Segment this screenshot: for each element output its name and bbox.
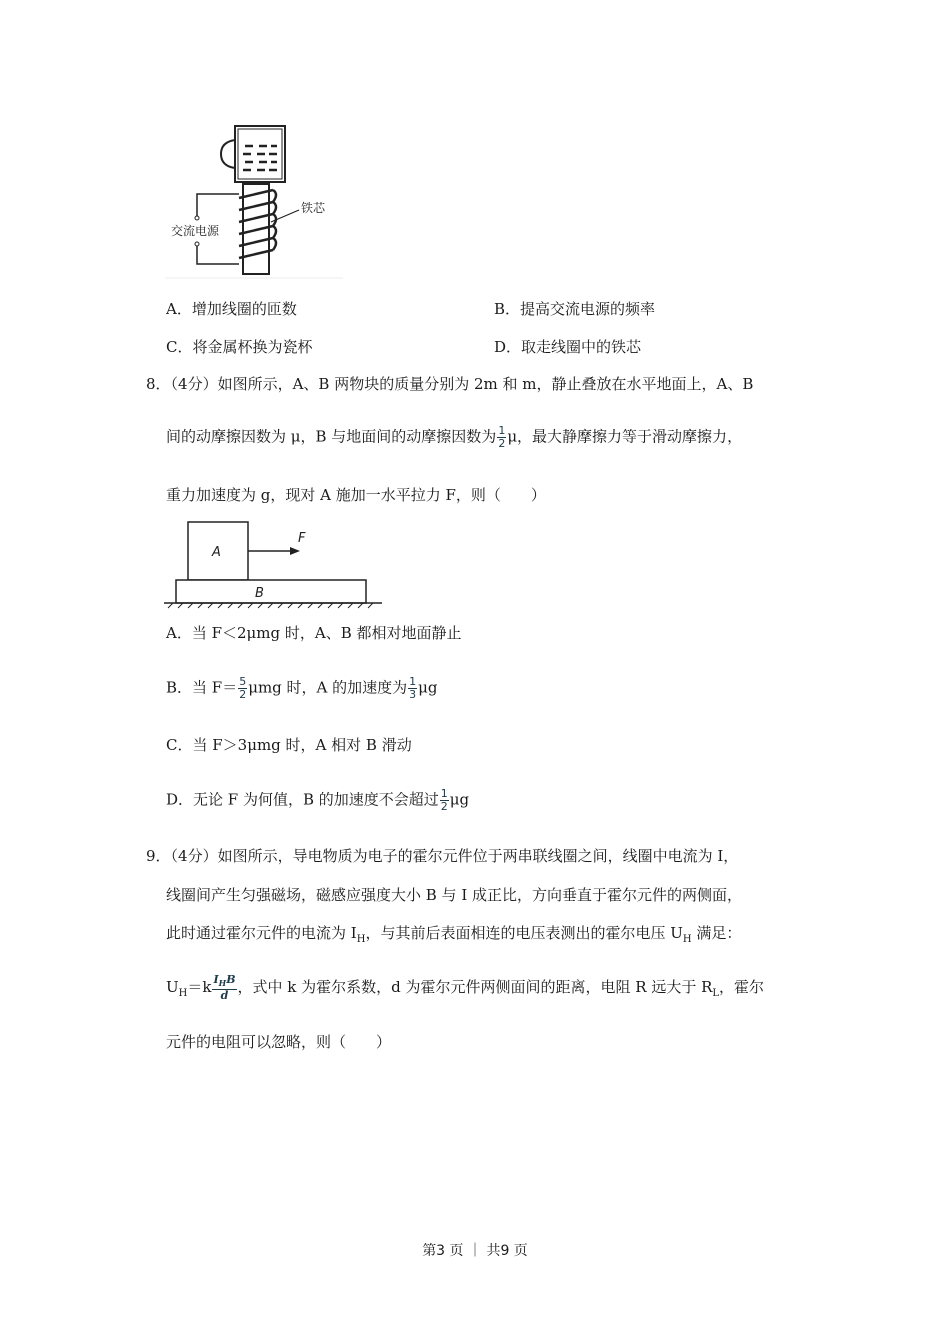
q7-option-c: C．将金属杯换为瓷杯: [166, 338, 313, 356]
q7-option-d: D．取走线圈中的铁芯: [494, 338, 642, 356]
label-block-a: A: [212, 545, 221, 560]
q8-option-b: B．当 F＝ $\frac{5}{2}$ μmg 时，A 的加速度为 $\frac{1}{3}$ μg: [166, 675, 438, 701]
q9-stem-line4: $U_H=k$ $\frac{I_HB}{d}$ ，式中 k 为霍尔系数，d 为霍尔元件两侧面间的距离，电阻 R 远大于 $R_L$，霍尔: [166, 973, 765, 1003]
q9-stem-line1: 9．（4分）如图所示，导电物质为电子的霍尔元件位于两串联线圈之间，线圈中电流为 I，: [146, 847, 739, 865]
page-footer: 第3 页 ｜ 共9 页: [422, 1243, 528, 1259]
q8-option-c: C．当 F＞3μmg 时，A 相对 B 滑动: [166, 736, 412, 754]
fraction: $\frac{1}{2}$: [440, 787, 448, 813]
q7-option-b: B．提高交流电源的频率: [494, 300, 656, 318]
label-force-f: F: [298, 531, 306, 546]
fraction: $\frac{5}{2}$: [239, 675, 247, 701]
q8-option-a: A．当 F＜2μmg 时，A、B 都相对地面静止: [166, 624, 462, 642]
fraction: $\frac{1}{3}$: [409, 675, 417, 701]
q9-stem-line3: 此时通过霍尔元件的电流为 $I_H$，与其前后表面相连的电压表测出的霍尔电压 $U_H$ 满足：: [166, 924, 742, 945]
figure-stacked-blocks: [160, 518, 390, 610]
figure-induction-coil: [165, 118, 345, 283]
q8-option-d: D．无论 F 为何值，B 的加速度不会超过 $\frac{1}{2}$ μg: [166, 787, 470, 813]
fraction: $\frac{I_HB}{d}$: [213, 973, 236, 1003]
q8-stem-line2: 间的动摩擦因数为 μ，B 与地面间的动摩擦因数为 $\frac{1}{2}$ μ，最大静摩擦力等于滑动摩擦力，: [166, 424, 743, 450]
q9-stem-line5: 元件的电阻可以忽略，则（ ）: [166, 1033, 392, 1051]
label-ac-source: 交流电源: [171, 224, 220, 238]
label-block-b: B: [255, 586, 264, 601]
q9-stem-line2: 线圈间产生匀强磁场，磁感应强度大小 B 与 I 成正比，方向垂直于霍尔元件的两侧面，: [166, 886, 743, 904]
q7-option-a: A．增加线圈的匝数: [166, 300, 297, 318]
fraction: $\frac{1}{2}$: [498, 424, 506, 450]
q8-stem-line3: 重力加速度为 g，现对 A 施加一水平拉力 F，则（ ）: [166, 486, 546, 504]
q8-stem-line1: 8．（4分）如图所示，A、B 两物块的质量分别为 2m 和 m，静止叠放在水平地面上，A、B: [146, 375, 754, 393]
label-core: 铁芯: [301, 201, 326, 215]
